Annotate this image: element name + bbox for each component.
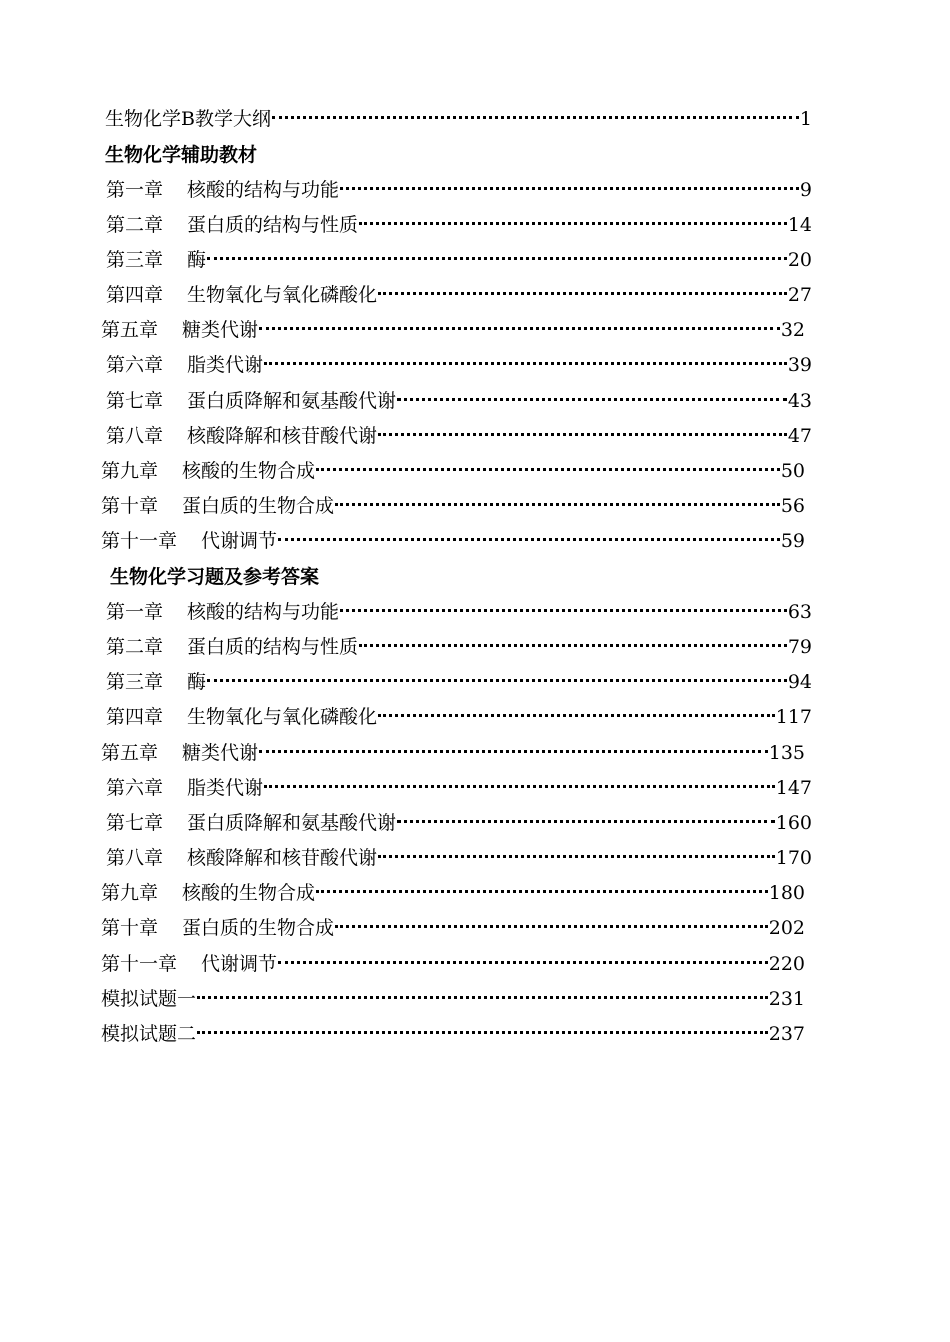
chapter-number: 第六章 — [106, 354, 164, 376]
entry-title: 酶 — [187, 249, 207, 271]
page-number: 50 — [780, 460, 805, 482]
toc-section-heading — [105, 142, 257, 168]
entry-label — [106, 810, 396, 836]
entry-label — [101, 458, 315, 484]
entry-label — [106, 634, 358, 660]
toc-entry — [106, 177, 812, 203]
chapter-number: 第一章 — [106, 179, 164, 201]
dot-leader — [397, 398, 787, 401]
page-number: 27 — [787, 284, 812, 306]
page-number: 32 — [780, 319, 805, 341]
entry-label — [106, 352, 263, 378]
toc-entry — [101, 951, 805, 977]
entry-title: 蛋白质的结构与性质 — [187, 214, 359, 236]
entry-title: 核酸的结构与功能 — [187, 179, 340, 201]
page-number: 237 — [768, 1023, 805, 1045]
chapter-number: 第六章 — [106, 777, 164, 799]
dot-leader — [278, 961, 768, 964]
toc-entry — [106, 634, 812, 660]
toc-entry — [106, 247, 812, 273]
toc-entry — [106, 810, 812, 836]
toc-entry — [101, 880, 805, 906]
entry-title: 酶 — [187, 671, 207, 693]
toc-entry — [106, 845, 812, 871]
entry-label — [106, 282, 377, 308]
entry-label — [101, 986, 196, 1012]
entry-label — [101, 915, 334, 941]
entry-title: 核酸的生物合成 — [182, 882, 316, 904]
entry-title: 蛋白质降解和氨基酸代谢 — [187, 390, 397, 412]
toc-entry — [106, 352, 812, 378]
chapter-number: 第五章 — [101, 319, 159, 341]
entry-label — [106, 423, 377, 449]
chapter-number: 第十章 — [101, 917, 159, 939]
entry-title: 蛋白质的生物合成 — [182, 495, 335, 517]
dot-leader — [264, 785, 775, 788]
entry-title: 脂类代谢 — [187, 777, 264, 799]
page-number: 135 — [768, 742, 805, 764]
dot-leader — [278, 538, 780, 541]
dot-leader — [197, 996, 768, 999]
entry-label — [106, 599, 339, 625]
entry-label — [106, 212, 358, 238]
chapter-number: 第九章 — [101, 882, 159, 904]
dot-leader — [197, 1031, 768, 1034]
entry-title: 糖类代谢 — [182, 742, 259, 764]
page-number: 147 — [775, 777, 812, 799]
toc-entry — [101, 915, 805, 941]
chapter-number: 第九章 — [101, 460, 159, 482]
page-number: 14 — [787, 214, 812, 236]
page-number: 202 — [768, 917, 805, 939]
toc-entry — [106, 775, 812, 801]
toc-entry — [106, 669, 812, 695]
entry-title: 生物氧化与氧化磷酸化 — [187, 284, 378, 306]
page-number: 231 — [768, 988, 805, 1010]
entry-label — [101, 951, 277, 977]
entry-title: 代谢调节 — [201, 953, 278, 975]
entry-label — [101, 740, 258, 766]
toc-entry — [106, 423, 812, 449]
toc-entry — [101, 317, 805, 343]
dot-leader — [259, 750, 768, 753]
dot-leader — [259, 327, 780, 330]
page-number: 59 — [780, 530, 805, 552]
entry-title: 核酸的结构与功能 — [187, 601, 340, 623]
dot-leader — [264, 362, 787, 365]
toc-section-heading — [110, 564, 319, 590]
entry-title: 模拟试题二 — [101, 1023, 197, 1045]
chapter-number: 第八章 — [106, 425, 164, 447]
entry-title: 蛋白质的生物合成 — [182, 917, 335, 939]
chapter-number: 第四章 — [106, 706, 164, 728]
chapter-number: 第四章 — [106, 284, 164, 306]
toc-entry — [101, 493, 805, 519]
page-number: 39 — [787, 354, 812, 376]
toc-entry — [101, 986, 805, 1012]
toc-entry — [106, 388, 812, 414]
page-number: 43 — [787, 390, 812, 412]
entry-title: 生物化学B教学大纲 — [105, 108, 271, 130]
page-number: 220 — [768, 953, 805, 975]
dot-leader — [378, 855, 775, 858]
page-number: 47 — [787, 425, 812, 447]
chapter-number: 第三章 — [106, 671, 164, 693]
toc-entry — [101, 528, 805, 554]
dot-leader — [207, 679, 787, 682]
chapter-number: 第十章 — [101, 495, 159, 517]
entry-title: 核酸的生物合成 — [182, 460, 316, 482]
page-number: 170 — [775, 847, 812, 869]
page-number: 79 — [787, 636, 812, 658]
chapter-number: 第七章 — [106, 812, 164, 834]
page-number: 160 — [775, 812, 812, 834]
chapter-number: 第二章 — [106, 636, 164, 658]
toc-entry — [101, 1021, 805, 1047]
entry-title: 模拟试题一 — [101, 988, 197, 1010]
toc-entry — [105, 106, 812, 132]
entry-title: 代谢调节 — [201, 530, 278, 552]
entry-title: 核酸降解和核苷酸代谢 — [187, 425, 378, 447]
toc-entry — [106, 212, 812, 238]
dot-leader — [272, 116, 799, 119]
page-number: 1 — [799, 108, 812, 130]
entry-label — [106, 669, 206, 695]
entry-title: 核酸降解和核苷酸代谢 — [187, 847, 378, 869]
toc-entry — [101, 740, 805, 766]
entry-label — [101, 317, 258, 343]
dot-leader — [340, 609, 787, 612]
entry-label — [106, 775, 263, 801]
entry-label — [106, 845, 377, 871]
chapter-number: 第十一章 — [101, 953, 178, 975]
dot-leader — [378, 433, 787, 436]
dot-leader — [335, 925, 768, 928]
page-number: 63 — [787, 601, 812, 623]
section-title: 生物化学辅助教材 — [105, 144, 258, 166]
entry-label — [101, 1021, 196, 1047]
toc-entry — [106, 282, 812, 308]
entry-label — [101, 493, 334, 519]
dot-leader — [359, 644, 787, 647]
entry-label — [106, 177, 339, 203]
toc-entry — [101, 458, 805, 484]
entry-title: 脂类代谢 — [187, 354, 264, 376]
dot-leader — [335, 503, 780, 506]
chapter-number: 第十一章 — [101, 530, 178, 552]
page-number: 20 — [787, 249, 812, 271]
entry-label — [105, 106, 271, 132]
page-number: 9 — [799, 179, 812, 201]
entry-label — [106, 247, 206, 273]
toc-entry — [106, 704, 812, 730]
chapter-number: 第二章 — [106, 214, 164, 236]
dot-leader — [378, 714, 775, 717]
chapter-number: 第七章 — [106, 390, 164, 412]
dot-leader — [378, 292, 787, 295]
toc-entry — [106, 599, 812, 625]
section-title: 生物化学习题及参考答案 — [110, 566, 320, 588]
entry-title: 蛋白质降解和氨基酸代谢 — [187, 812, 397, 834]
entry-title: 生物氧化与氧化磷酸化 — [187, 706, 378, 728]
entry-label — [101, 528, 277, 554]
page-number: 117 — [775, 706, 812, 728]
page-number: 56 — [780, 495, 805, 517]
page-number: 180 — [768, 882, 805, 904]
chapter-number: 第八章 — [106, 847, 164, 869]
dot-leader — [316, 890, 768, 893]
entry-title: 蛋白质的结构与性质 — [187, 636, 359, 658]
dot-leader — [359, 222, 787, 225]
entry-label — [106, 704, 377, 730]
chapter-number: 第一章 — [106, 601, 164, 623]
entry-label — [101, 880, 315, 906]
dot-leader — [316, 468, 780, 471]
dot-leader — [340, 187, 799, 190]
page-number: 94 — [787, 671, 812, 693]
entry-label — [106, 388, 396, 414]
entry-title: 糖类代谢 — [182, 319, 259, 341]
dot-leader — [207, 257, 787, 260]
dot-leader — [397, 820, 775, 823]
chapter-number: 第五章 — [101, 742, 159, 764]
chapter-number: 第三章 — [106, 249, 164, 271]
